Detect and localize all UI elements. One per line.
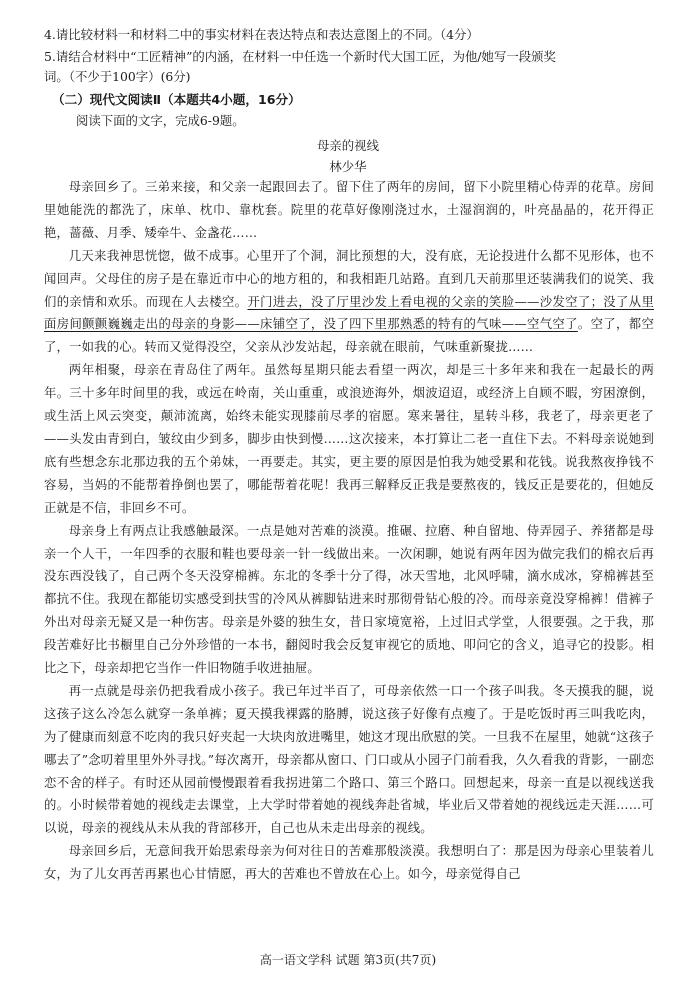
question-4: 4.请比较材料一和材料二中的事实材料在表达特点和表达意图上的不同。（4分） <box>44 27 479 42</box>
article-body <box>44 176 654 886</box>
paragraph-3: 两年相聚，母亲在青岛住了两年。虽然每星期只能去看望一两次，却是三十多年来和我在一起最长的两年。三十多年时间里的我，或远在岭南，关山重重，或浪迹海外，烟波迢迢，或经济上自顾不暇，穷困潦倒，或生活上风云突变，颠沛流离，始终未能实现膝前尽孝的宿愿。寒来暑往，星转斗移，我老了，母亲更老了——头发由青到白，皱纹由少到多，脚步由快到慢……这次接来，本打算让二老一直住下去。不料母亲说她到底有些想念东北那边我的五个弟妹，一再要走。其实，更主要的原因是怕我为她受累和花钱。说我熬夜挣钱不容易，当妈的不能帮着挣倒也罢了，哪能帮着花呢！我再三解释反正我是要熬夜的，钱反正是要花的，但她反正就是不信，非回乡不可。 <box>44 363 654 515</box>
paragraph-2 <box>44 245 654 360</box>
question-5-line1: 5.请结合材料中“工匠精神”的内涵，在材料一中任选一个新时代大国工匠，为他/她写一段颁奖 <box>44 49 556 64</box>
paragraph-4: 母亲身上有两点让我感触最深。一点是她对苦难的淡漠。推碾、拉磨、种自留地、侍弄园子、养猪都是母亲一个人干，一年四季的衣服和鞋也要母亲一针一线做出来。一次闲聊，她说有两年因为做完我们的棉衣后再没东西没钱了，自己两个冬天没穿棉裤。东北的冬季十分了得，冰天雪地，北风呼啸，滴水成冰，穿棉裤甚至都抗不住。我现在都能切实感受到扶雪的冷风从裤脚钻进来时那彻骨钻心般的冷。而母亲竟没穿棉裤！借裤子外出对母亲无疑又是一种伤害。母亲是外婆的独生女，昔日家境宽裕，上过旧式学堂，人很要强。之于我，那段苦难好比书橱里自己分外珍惜的一本书，翻阅时我会反复审视它的质地、叩问它的含义，追寻它的投影。相比之下，母亲却把它当作一件旧物随手收进抽屉。 <box>44 523 654 676</box>
section-instruction: 阅读下面的文字，完成6-9题。 <box>76 113 245 128</box>
paragraph-2-text-b: 。空了，都空了，一如我的心。转而又觉得没空，父亲从沙发站起，母亲就在眼前，气味重新聚拢…… <box>44 317 654 355</box>
paragraph-5: 再一点就是母亲仍把我看成小孩子。我已年过半百了，可母亲依然一口一个孩子叫我。冬天摸我的腿，说这孩子这么冷怎么就穿一条单裤；夏天摸我裸露的胳膊，说这孩子好像有点瘦了。于是吃饭时再三叫我吃肉，为了健康而刻意不吃肉的我只好夹起一大块肉放进嘴里，她这才现出欣慰的笑。一旦我不在屋里，她就“这孩子哪去了”念叨着里里外外寻找。”每次离开，母亲都从窗口、门口或从小园子门前看我，久久看我的背影，一副恋恋不舍的样子。有时还从园前慢慢跟着看我拐进第二个路口、第三个路口。回想起来，母亲一直是以视线送我的。小时候带着她的视线走去课堂，上大学时带着她的视线奔赴省城，毕业后又带着她的视线远走天涯……可以说，母亲的视线从未从我的背部移开，自己也从未走出母亲的视线。 <box>44 683 654 836</box>
paragraph-2-text-a: 几天来我神思恍惚，做不成事。心里开了个洞，洞比预想的大，没有底，无论投进什么都不见形体，也不闻回声。父母住的房子是在靠近市中心的地方租的，和我相距几站路。直到几天前那里还装满我们的说笑、我们的亲情和欢乐。而现在人去楼空。 <box>44 248 654 309</box>
question-5-line2: 词。（不少于100字）(6分) <box>44 69 191 84</box>
page-footer: 高一语文学科 试题 第3页(共7页) <box>259 953 437 967</box>
underlined-passage: 开门进去，没了厅里沙发上看电视的父亲的笑脸——沙发空了；没了从里面房间颤颤巍巍走出的母亲的身影——床铺空了，没了四下里那熟悉的特有的气味——空气空了 <box>44 294 654 332</box>
section-heading: （二）现代文阅读Ⅱ（本题共4小题，16分） <box>52 92 301 107</box>
paragraph-6: 母亲回乡后，无意间我开始思索母亲为何对往日的苦难那般淡漠。我想明白了：那是因为母亲心里装着儿女，为了儿女再苦再累也心甘情愿，再大的苦难也不曾放在心上。如今，母亲觉得自己 <box>44 844 654 882</box>
article-author: 林少华 <box>329 159 367 174</box>
article-title: 母亲的视线 <box>317 138 379 153</box>
paragraph-1: 母亲回乡了。三弟来接，和父亲一起跟回去了。留下住了两年的房间，留下小院里精心侍弄的花草。房间里她能洗的都洗了，床单、枕巾、靠枕套。院里的花草好像刚浇过水，土湿润润的，叶亮晶晶的，花开得正艳，蔷薇、月季、矮牵牛、金盏花…… <box>44 180 654 240</box>
